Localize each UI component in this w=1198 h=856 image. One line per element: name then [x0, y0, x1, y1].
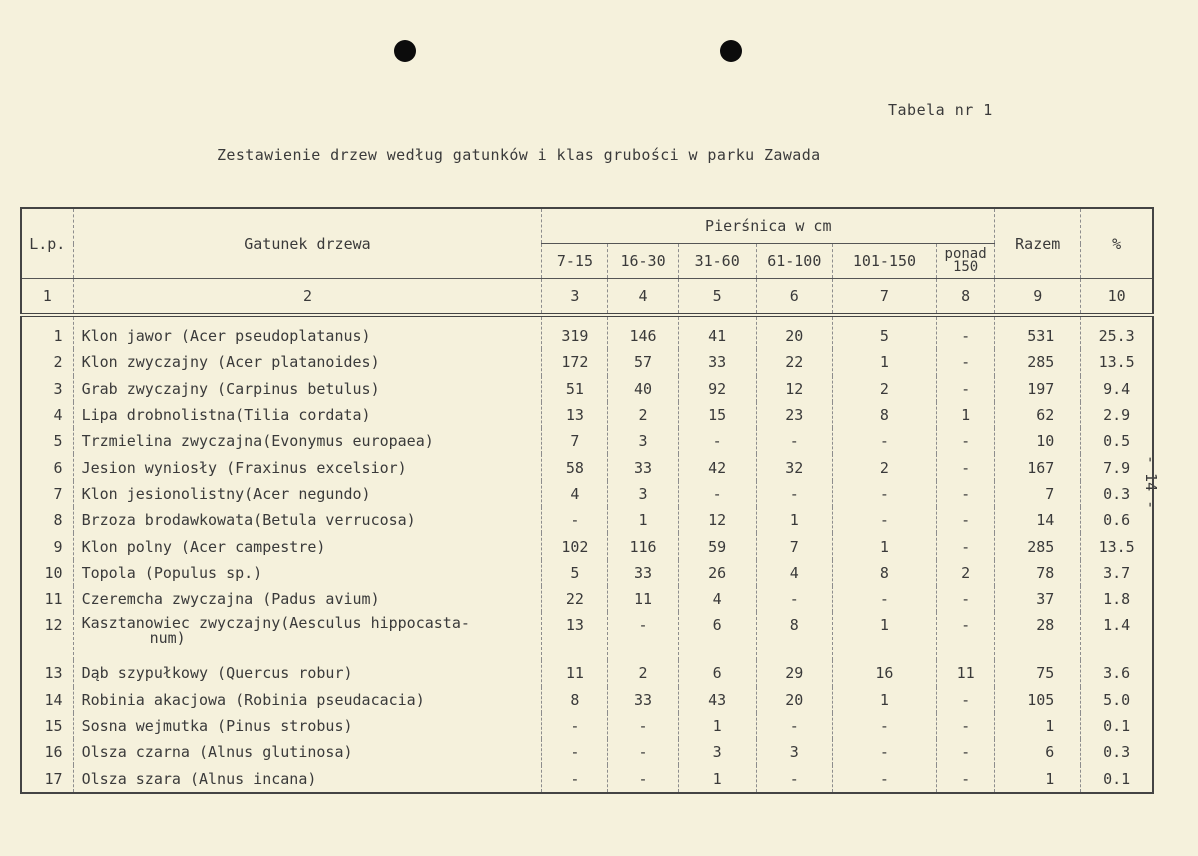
count-class-5: 2 [832, 454, 936, 480]
count-class-1: 58 [542, 454, 608, 480]
row-total: 531 [995, 315, 1081, 349]
column-number: 4 [608, 279, 678, 316]
row-total: 78 [995, 560, 1081, 586]
row-total: 1 [995, 713, 1081, 739]
row-percent: 25.3 [1081, 315, 1153, 349]
row-number: 15 [21, 713, 73, 739]
punch-hole-left [394, 40, 416, 62]
row-percent: 5.0 [1081, 687, 1153, 713]
species-name: Klon jesionolistny(Acer negundo) [73, 481, 542, 507]
count-class-5: 1 [832, 687, 936, 713]
count-class-1: 4 [542, 481, 608, 507]
row-number: 5 [21, 428, 73, 454]
species-name: Sosna wejmutka (Pinus strobus) [73, 713, 542, 739]
count-class-6: - [937, 315, 995, 349]
table-row [21, 713, 1153, 739]
count-class-4: 32 [756, 454, 832, 480]
count-class-4: 7 [756, 533, 832, 559]
count-class-1: - [542, 507, 608, 533]
count-class-3: 59 [678, 533, 756, 559]
count-class-4: - [756, 428, 832, 454]
count-class-6: - [937, 481, 995, 507]
table-row [21, 481, 1153, 507]
header-lp: L.p. [21, 208, 73, 279]
table-row [21, 315, 1153, 349]
count-class-6: 11 [937, 660, 995, 686]
table-row [21, 376, 1153, 402]
count-class-5: 1 [832, 533, 936, 559]
row-total: 7 [995, 481, 1081, 507]
count-class-2: 40 [608, 376, 678, 402]
row-number: 8 [21, 507, 73, 533]
count-class-2: 1 [608, 507, 678, 533]
species-name: Lipa drobnolistna(Tilia cordata) [73, 402, 542, 428]
species-name: Olsza szara (Alnus incana) [73, 765, 542, 792]
count-class-5: - [832, 739, 936, 765]
count-class-2: 57 [608, 349, 678, 375]
row-percent: 9.4 [1081, 376, 1153, 402]
species-name: Czeremcha zwyczajna (Padus avium) [73, 586, 542, 612]
count-class-2: 33 [608, 560, 678, 586]
row-percent: 3.7 [1081, 560, 1153, 586]
count-class-3: 12 [678, 507, 756, 533]
row-percent: 3.6 [1081, 660, 1153, 686]
row-total: 197 [995, 376, 1081, 402]
count-class-5: 1 [832, 612, 936, 660]
row-total: 37 [995, 586, 1081, 612]
row-percent: 0.6 [1081, 507, 1153, 533]
table-row [21, 660, 1153, 686]
count-class-6: - [937, 507, 995, 533]
count-class-1: 11 [542, 660, 608, 686]
species-name: Dąb szypułkowy (Quercus robur) [73, 660, 542, 686]
count-class-6: - [937, 533, 995, 559]
row-total: 6 [995, 739, 1081, 765]
column-number: 10 [1081, 279, 1153, 316]
row-percent: 0.3 [1081, 739, 1153, 765]
species-name: Jesion wyniosły (Fraxinus excelsior) [73, 454, 542, 480]
species-name: Grab zwyczajny (Carpinus betulus) [73, 376, 542, 402]
row-percent: 0.3 [1081, 481, 1153, 507]
table-row [21, 560, 1153, 586]
count-class-4: 12 [756, 376, 832, 402]
count-class-6: - [937, 612, 995, 660]
count-class-3: 3 [678, 739, 756, 765]
count-class-5: 16 [832, 660, 936, 686]
row-number: 11 [21, 586, 73, 612]
count-class-3: 4 [678, 586, 756, 612]
row-total: 285 [995, 349, 1081, 375]
row-total: 75 [995, 660, 1081, 686]
column-number: 3 [542, 279, 608, 316]
table-row [21, 454, 1153, 480]
species-name: Klon polny (Acer campestre) [73, 533, 542, 559]
row-number: 12 [21, 612, 73, 660]
species-name: Brzoza brodawkowata(Betula verrucosa) [73, 507, 542, 533]
count-class-4: 20 [756, 687, 832, 713]
row-percent: 0.5 [1081, 428, 1153, 454]
header-species: Gatunek drzewa [73, 208, 542, 279]
punch-hole-right [720, 40, 742, 62]
table-row [21, 687, 1153, 713]
count-class-3: 15 [678, 402, 756, 428]
species-name: Topola (Populus sp.) [73, 560, 542, 586]
row-number: 3 [21, 376, 73, 402]
row-total: 62 [995, 402, 1081, 428]
header-diameter-group: Pierśnica w cm [542, 208, 995, 244]
row-total: 10 [995, 428, 1081, 454]
count-class-4: 4 [756, 560, 832, 586]
count-class-4: 23 [756, 402, 832, 428]
count-class-6: - [937, 713, 995, 739]
count-class-5: 1 [832, 349, 936, 375]
header-class-6: ponad 150 [937, 244, 995, 279]
row-number: 10 [21, 560, 73, 586]
count-class-2: - [608, 739, 678, 765]
count-class-2: 3 [608, 428, 678, 454]
count-class-6: - [937, 765, 995, 792]
count-class-1: - [542, 739, 608, 765]
row-number: 16 [21, 739, 73, 765]
count-class-5: - [832, 713, 936, 739]
count-class-2: 2 [608, 402, 678, 428]
row-total: 167 [995, 454, 1081, 480]
count-class-3: 1 [678, 713, 756, 739]
count-class-4: - [756, 765, 832, 792]
count-class-1: 7 [542, 428, 608, 454]
count-class-2: 3 [608, 481, 678, 507]
table-row [21, 765, 1153, 792]
count-class-5: 5 [832, 315, 936, 349]
row-number: 6 [21, 454, 73, 480]
count-class-4: 22 [756, 349, 832, 375]
species-name: Olsza czarna (Alnus glutinosa) [73, 739, 542, 765]
count-class-2: 116 [608, 533, 678, 559]
row-percent: 1.4 [1081, 612, 1153, 660]
count-class-1: 51 [542, 376, 608, 402]
row-number: 9 [21, 533, 73, 559]
row-total: 28 [995, 612, 1081, 660]
row-number: 13 [21, 660, 73, 686]
row-percent: 0.1 [1081, 765, 1153, 792]
count-class-1: 319 [542, 315, 608, 349]
count-class-3: 41 [678, 315, 756, 349]
count-class-3: - [678, 428, 756, 454]
count-class-3: 6 [678, 660, 756, 686]
species-name-cell [73, 612, 542, 660]
column-number: 6 [756, 279, 832, 316]
count-class-5: - [832, 765, 936, 792]
table-label: Tabela nr 1 [888, 101, 993, 119]
count-class-1: 102 [542, 533, 608, 559]
count-class-5: - [832, 481, 936, 507]
row-total: 14 [995, 507, 1081, 533]
column-number: 9 [995, 279, 1081, 316]
count-class-3: - [678, 481, 756, 507]
table-row [21, 612, 1153, 660]
row-number: 17 [21, 765, 73, 792]
count-class-3: 6 [678, 612, 756, 660]
row-percent: 1.8 [1081, 586, 1153, 612]
count-class-6: - [937, 739, 995, 765]
row-percent: 0.1 [1081, 713, 1153, 739]
tree-table [20, 207, 1154, 794]
row-number: 1 [21, 315, 73, 349]
header-class-3: 31-60 [678, 244, 756, 279]
count-class-4: 3 [756, 739, 832, 765]
count-class-3: 1 [678, 765, 756, 792]
column-number: 8 [937, 279, 995, 316]
table-row [21, 428, 1153, 454]
count-class-5: 8 [832, 402, 936, 428]
table-row [21, 533, 1153, 559]
count-class-6: - [937, 376, 995, 402]
count-class-2: 11 [608, 586, 678, 612]
count-class-3: 92 [678, 376, 756, 402]
count-class-1: 22 [542, 586, 608, 612]
row-total: 285 [995, 533, 1081, 559]
row-number: 2 [21, 349, 73, 375]
count-class-6: 1 [937, 402, 995, 428]
count-class-5: 2 [832, 376, 936, 402]
species-name: Klon zwyczajny (Acer platanoides) [73, 349, 542, 375]
count-class-3: 43 [678, 687, 756, 713]
count-class-4: 29 [756, 660, 832, 686]
column-number: 1 [21, 279, 73, 316]
count-class-4: 1 [756, 507, 832, 533]
row-percent: 13.5 [1081, 533, 1153, 559]
count-class-2: 33 [608, 687, 678, 713]
row-number: 7 [21, 481, 73, 507]
page-number: - 14 - [1142, 455, 1160, 510]
count-class-6: - [937, 586, 995, 612]
column-number: 2 [73, 279, 542, 316]
document-title: Zestawienie drzew według gatunków i klas grubości w parku Zawada [217, 146, 821, 164]
count-class-1: 13 [542, 612, 608, 660]
row-number: 4 [21, 402, 73, 428]
count-class-1: 5 [542, 560, 608, 586]
count-class-6: - [937, 687, 995, 713]
species-name: Klon jawor (Acer pseudoplatanus) [73, 315, 542, 349]
row-percent: 7.9 [1081, 454, 1153, 480]
count-class-2: - [608, 765, 678, 792]
count-class-1: 13 [542, 402, 608, 428]
count-class-2: 2 [608, 660, 678, 686]
count-class-2: 33 [608, 454, 678, 480]
count-class-1: 8 [542, 687, 608, 713]
column-number: 5 [678, 279, 756, 316]
count-class-4: - [756, 586, 832, 612]
species-name: Trzmielina zwyczajna(Evonymus europaea) [73, 428, 542, 454]
header-class-1: 7-15 [542, 244, 608, 279]
header-percent: % [1081, 208, 1153, 279]
count-class-6: - [937, 349, 995, 375]
count-class-6: - [937, 454, 995, 480]
count-class-3: 42 [678, 454, 756, 480]
count-class-3: 33 [678, 349, 756, 375]
count-class-1: 172 [542, 349, 608, 375]
table-row [21, 349, 1153, 375]
row-percent: 2.9 [1081, 402, 1153, 428]
count-class-2: 146 [608, 315, 678, 349]
column-number: 7 [832, 279, 936, 316]
count-class-6: - [937, 428, 995, 454]
table-row [21, 739, 1153, 765]
table-row [21, 507, 1153, 533]
count-class-4: - [756, 713, 832, 739]
count-class-5: 8 [832, 560, 936, 586]
species-name: Robinia akacjowa (Robinia pseudacacia) [73, 687, 542, 713]
table-row [21, 402, 1153, 428]
count-class-3: 26 [678, 560, 756, 586]
species-name: Kasztanowiec zwyczajny(Aesculus hippocasta- [81, 614, 470, 633]
count-class-4: 20 [756, 315, 832, 349]
row-percent: 13.5 [1081, 349, 1153, 375]
count-class-5: - [832, 428, 936, 454]
header-class-5: 101-150 [832, 244, 936, 279]
row-total: 1 [995, 765, 1081, 792]
row-total: 105 [995, 687, 1081, 713]
count-class-1: - [542, 713, 608, 739]
header-class-2: 16-30 [608, 244, 678, 279]
count-class-5: - [832, 507, 936, 533]
table-row [21, 586, 1153, 612]
header-total: Razem [995, 208, 1081, 279]
header-class-4: 61-100 [756, 244, 832, 279]
species-name-continuation: num) [149, 629, 186, 648]
count-class-4: - [756, 481, 832, 507]
count-class-2: - [608, 713, 678, 739]
count-class-1: - [542, 765, 608, 792]
count-class-6: 2 [937, 560, 995, 586]
count-class-2: - [608, 612, 678, 660]
row-number: 14 [21, 687, 73, 713]
count-class-4: 8 [756, 612, 832, 660]
count-class-5: - [832, 586, 936, 612]
